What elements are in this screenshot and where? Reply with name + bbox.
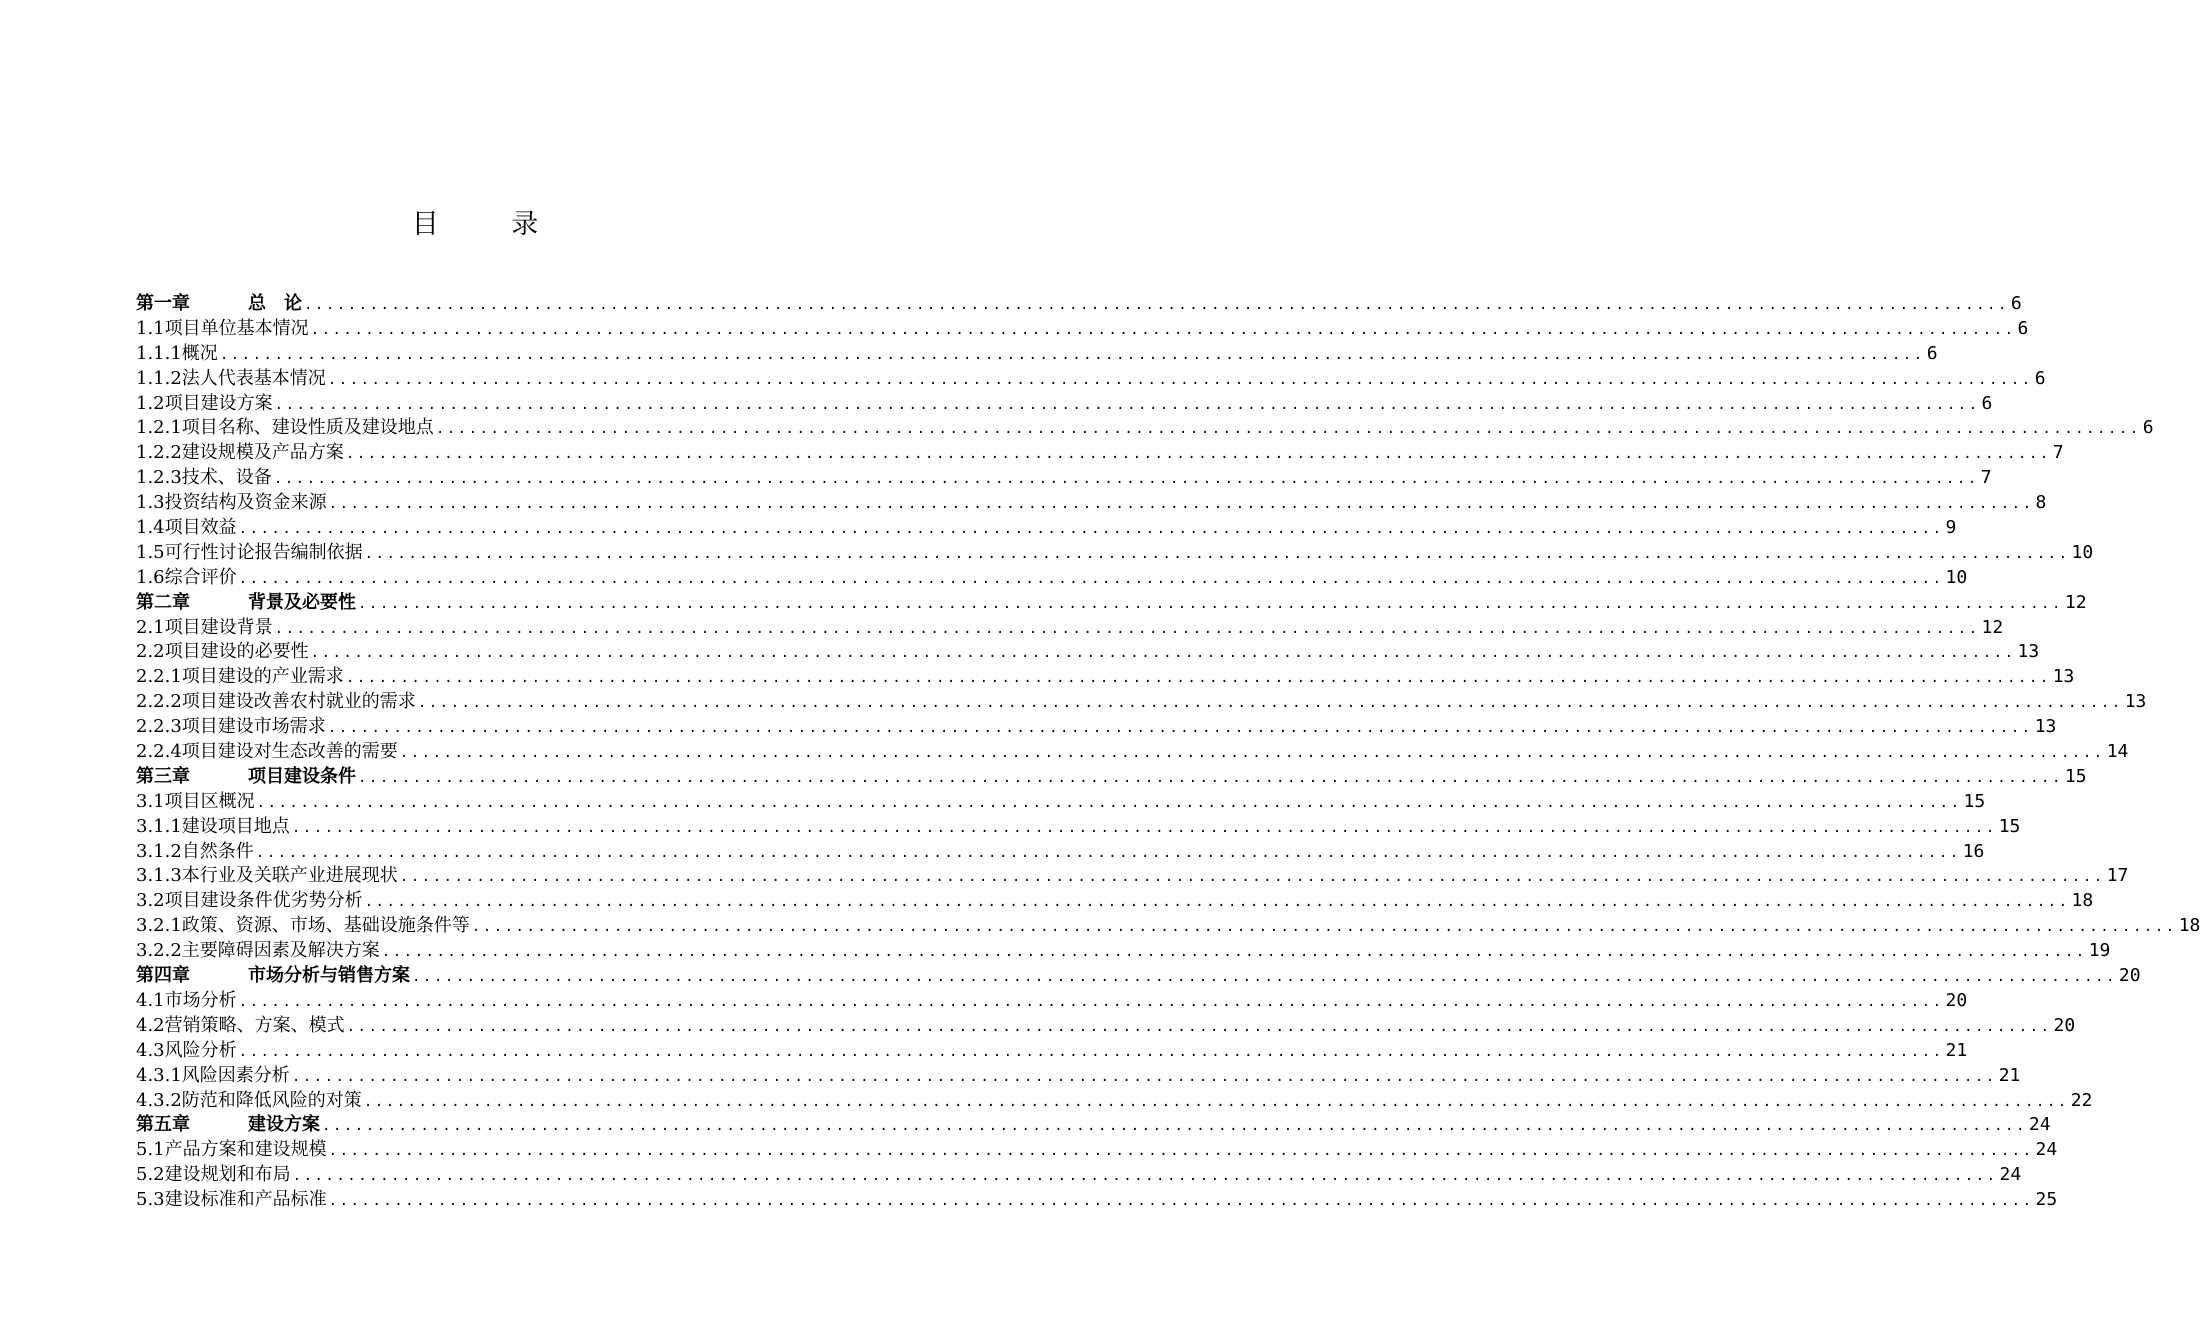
toc-page-number: 13 [2017,641,2040,663]
toc-entry-label: 2.2.2项目建设改善农村就业的需求 [136,691,416,713]
toc-page-number: 7 [2052,442,2064,464]
toc-entry [136,491,2047,516]
toc-page-number: 20 [2118,965,2141,987]
dot-leader: ............................................................................................................................................................ [435,421,2141,438]
dot-leader: ............................................................................................................................................................ [274,396,1980,413]
chapter-number: 第五章 [136,1114,190,1136]
toc-chapter-entry [136,1113,2051,1138]
toc-entry-label: 3.2项目建设条件优劣势分析 [136,890,363,912]
chapter-title: 项目建设条件 [248,765,356,787]
chapter-number: 第二章 [136,591,190,613]
dot-leader: ............................................................................................................................................................ [381,944,2087,961]
toc-page-number: 20 [1945,989,1968,1011]
dot-leader: ............................................................................................................................................................ [238,993,1944,1010]
toc-entry [136,541,2094,566]
toc-chapter-entry [136,591,2087,616]
dot-leader: ............................................................................................................................................................ [399,745,2105,762]
toc-entry [136,566,1968,591]
toc-entry-label: 3.1.1建设项目地点 [136,815,290,837]
toc-entry [136,1138,2058,1163]
dot-leader: ............................................................................................................................................................ [327,720,2033,737]
toc-entry-label: 1.1.2法人代表基本情况 [136,367,326,389]
dot-leader: ............................................................................................................................................................ [219,346,1925,363]
dot-leader: ............................................................................................................................................................ [291,819,1997,836]
toc-entry-label: 4.1市场分析 [136,989,237,1011]
dot-leader: ............................................................................................................................................................ [310,321,2016,338]
toc-entry [136,939,2111,964]
toc-entry [136,317,2029,342]
dot-leader: ............................................................................................................................................................ [304,297,2009,313]
toc-entry-label: 1.2项目建设方案 [136,392,273,414]
toc-entry [136,342,1938,367]
toc-page-number: 15 [2064,765,2087,787]
dot-leader: ............................................................................................................................................................ [255,844,1961,861]
toc-entry-label: 2.2.3项目建设市场需求 [136,716,326,738]
toc-page-number: 19 [2088,940,2111,962]
toc-entry [136,989,1968,1014]
toc-page-number: 24 [2035,1139,2058,1161]
toc-page-number: 6 [2017,317,2029,339]
toc-entry-label: 1.1项目单位基本情况 [136,317,309,339]
toc-entry-label: 1.3投资结构及资金来源 [136,492,327,514]
toc-entry-label: 1.5可行性讨论报告编制依据 [136,541,363,563]
toc-entry-label: 1.2.2建设规模及产品方案 [136,442,344,464]
dot-leader: ............................................................................................................................................................ [412,969,2117,986]
dot-leader: ............................................................................................................................................................ [256,794,1962,811]
dot-leader: ............................................................................................................................................................ [471,919,2177,936]
toc-entry [136,466,1992,491]
toc-page-number: 10 [1945,566,1968,588]
toc-entry-label: 1.2.3技术、设备 [136,467,272,489]
toc-page-number: 12 [2064,591,2087,613]
toc-page-number: 6 [2034,367,2046,389]
toc-entry-label: 4.3.1风险因素分析 [136,1064,290,1086]
toc-page-number: 14 [2106,741,2129,763]
toc-entry-label: 1.2.1项目名称、建设性质及建设地点 [136,417,434,439]
toc-page-number: 12 [1981,616,2004,638]
dot-leader: ............................................................................................................................................................ [291,1068,1997,1085]
toc-entry [136,715,2057,740]
chapter-number: 第三章 [136,765,190,787]
toc-page-number: 20 [2053,1014,2076,1036]
toc-entry [136,740,2129,765]
toc-entry-label: 4.3风险分析 [136,1039,237,1061]
dot-leader: ............................................................................................................................................................ [358,769,2063,786]
toc-entry [136,416,2154,441]
toc-page-number: 17 [2106,865,2129,887]
toc-entry [136,1064,2021,1089]
chapter-title: 市场分析与销售方案 [248,965,410,987]
toc-page-number: 13 [2034,716,2057,738]
toc-page-number: 6 [1926,342,1938,364]
toc-entry-label: 5.1产品方案和建设规模 [136,1139,327,1161]
toc-page-number: 10 [2071,541,2094,563]
toc-entry-label [136,292,302,317]
dot-leader: ............................................................................................................................................................ [358,595,2063,612]
toc-entry [136,640,2040,665]
toc-entry-label [136,765,356,790]
toc-page-number: 25 [2035,1189,2058,1211]
toc-page-number: 18 [2178,915,2200,937]
chapter-title: 建设方案 [248,1114,320,1136]
toc-page-number: 15 [1963,790,1986,812]
toc-entry [136,690,2147,715]
toc-page-number: 13 [2052,666,2075,688]
table-of-contents [136,292,2200,1213]
toc-entry-label: 4.3.2防范和降低风险的对策 [136,1089,362,1111]
toc-entry-label: 3.2.2主要障碍因素及解决方案 [136,940,380,962]
toc-entry [136,840,1985,865]
toc-entry-label: 4.2营销策略、方案、模式 [136,1014,345,1036]
dot-leader: ............................................................................................................................................................ [399,869,2105,886]
dot-leader: ............................................................................................................................................................ [310,645,2016,662]
toc-entry-label: 5.2建设规划和布局 [136,1164,291,1186]
toc-entry-label [136,964,410,989]
toc-page-number: 24 [2028,1114,2051,1136]
toc-chapter-entry [136,964,2141,989]
toc-page-number: 7 [1980,467,1992,489]
toc-entry [136,790,1986,815]
toc-page-number: 6 [2142,417,2154,439]
toc-page-number: 6 [2010,293,2022,314]
toc-entry-label: 3.1项目区概况 [136,790,255,812]
toc-entry-label: 3.2.1政策、资源、市场、基础设施条件等 [136,915,470,937]
dot-leader: ............................................................................................................................................................ [364,894,2070,911]
chapter-number: 第一章 [136,293,190,314]
toc-page-number: 21 [1998,1064,2021,1086]
chapter-title: 总 论 [248,293,302,314]
toc-entry-label: 1.1.1概况 [136,342,218,364]
toc-page-number: 22 [2070,1089,2093,1111]
toc-chapter-entry [136,292,2022,317]
chapter-number: 第四章 [136,965,190,987]
dot-leader: ............................................................................................................................................................ [327,371,2033,388]
dot-leader: ............................................................................................................................................................ [346,1018,2052,1035]
toc-entry [136,665,2075,690]
dot-leader: ............................................................................................................................................................ [292,1168,1998,1185]
toc-entry [136,1188,2058,1213]
dot-leader: ............................................................................................................................................................ [238,521,1944,538]
toc-page-number: 18 [2071,890,2094,912]
toc-chapter-entry [136,765,2087,790]
toc-page-number: 13 [2124,691,2147,713]
toc-entry-label: 2.2项目建设的必要性 [136,641,309,663]
toc-entry [136,1039,1968,1064]
dot-leader: ............................................................................................................................................................ [345,446,2051,463]
toc-entry-label: 3.1.2自然条件 [136,840,254,862]
dot-leader: ............................................................................................................................................................ [274,620,1980,637]
toc-entry-label: 3.1.3本行业及关联产业进展现状 [136,865,398,887]
dot-leader: ............................................................................................................................................................ [322,1118,2027,1135]
page-title: 目 录 [411,209,571,240]
dot-leader: ............................................................................................................................................................ [238,570,1944,587]
dot-leader: ............................................................................................................................................................ [238,1043,1944,1060]
toc-page-number: 6 [1981,392,1993,414]
toc-entry [136,441,2064,466]
toc-page-number: 8 [2035,492,2047,514]
toc-entry-label [136,591,356,616]
toc-entry [136,367,2046,392]
toc-entry [136,1163,2022,1188]
toc-entry-label [136,1113,320,1138]
dot-leader: ............................................................................................................................................................ [363,1093,2069,1110]
chapter-title: 背景及必要性 [248,591,356,613]
toc-entry [136,516,1957,541]
toc-entry [136,815,2021,840]
dot-leader: ............................................................................................................................................................ [417,695,2123,712]
dot-leader: ............................................................................................................................................................ [345,670,2051,687]
toc-entry-label: 5.3建设标准和产品标准 [136,1189,327,1211]
toc-entry [136,864,2129,889]
toc-entry-label: 2.2.1项目建设的产业需求 [136,666,344,688]
toc-entry-label: 2.1项目建设背景 [136,616,273,638]
toc-page-number: 21 [1945,1039,1968,1061]
dot-leader: ............................................................................................................................................................ [364,545,2070,562]
dot-leader: ............................................................................................................................................................ [328,496,2034,513]
toc-entry [136,914,2200,939]
dot-leader: ............................................................................................................................................................ [328,1143,2034,1160]
toc-entry [136,1089,2093,1114]
toc-entry [136,616,2004,641]
toc-entry-label: 1.4项目效益 [136,517,237,539]
dot-leader: ............................................................................................................................................................ [273,471,1979,488]
toc-page-number: 16 [1962,840,1985,862]
toc-entry [136,1014,2076,1039]
dot-leader: ............................................................................................................................................................ [328,1193,2034,1210]
toc-page-number: 15 [1998,815,2021,837]
toc-page-number: 24 [1999,1164,2022,1186]
toc-entry-label: 2.2.4项目建设对生态改善的需要 [136,741,398,763]
toc-entry-label: 1.6综合评价 [136,566,237,588]
toc-page-number: 9 [1945,517,1957,539]
toc-entry [136,392,1993,417]
toc-entry [136,889,2094,914]
